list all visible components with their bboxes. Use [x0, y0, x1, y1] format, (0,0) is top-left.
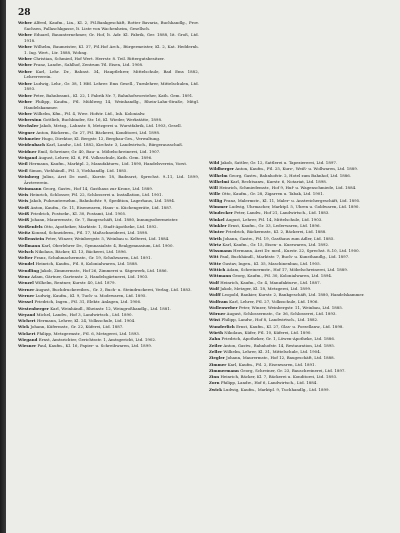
directory-entry — [18, 299, 199, 305]
entry-details: August, Schlossermstr., Gr. 36, Schlosserei, Ltd. 1893. — [226, 311, 337, 317]
entry-surname: Welter — [18, 255, 33, 261]
directory-entry — [18, 117, 199, 123]
entry-surname: Weber — [18, 68, 33, 74]
entry-details: Wilhelm, Kfm., Ftl. 4, Wwe. Hofstr. Ltd., Inh. Kolonialw. — [33, 110, 146, 116]
directory-entry — [18, 62, 199, 68]
entry-details: Philipp, Landw., Hof 8, Landwirtsch., Ltd. 1882. — [221, 317, 319, 323]
entry-surname: Weber — [18, 20, 33, 25]
entry-surname: Weber — [18, 110, 33, 116]
directory-entry — [209, 299, 390, 305]
directory-entry — [18, 186, 199, 192]
entry-details: Karl, Lehr. Dr., Bahnst. 34, Hauptlehrer, Mittelschule, Bad Ems 1882, Lehrerverein. — [24, 68, 199, 80]
entry-surname: Wenz — [18, 274, 30, 280]
entry-surname: Winkel — [209, 216, 225, 222]
entry-details: Nikolaus, Bäcker, Kl. 13, Bäckerei, Ltd. 1896. — [34, 248, 127, 254]
entry-surname: Witt — [209, 254, 219, 260]
entry-surname: Wendling — [18, 267, 39, 273]
entry-details: Georg, Schreiner, Gr. 23, Bauschreinerei, Ltd. 1897. — [240, 367, 346, 373]
entry-surname: Wilhelm — [209, 172, 228, 178]
entry-surname: Weiß — [18, 217, 30, 223]
entry-details: Johann, Maurermstr., Hof 12, Baugeschäft, Ltd. 1888. — [226, 355, 335, 361]
entry-details: Heinrich, Bäcker, Kl. 7, Bäckerei u. Konditorei, Ltd. 1893. — [220, 374, 338, 380]
directory-entry — [209, 210, 390, 216]
entry-surname: Zorn — [209, 380, 220, 386]
entry-surname: Wörner — [209, 311, 226, 317]
entry-surname: Wolfram — [209, 298, 228, 304]
entry-details: Paul, Buchhändl., Marktstr. 7, Buch- u. Kunsthandlg., Ltd. 1897. — [219, 254, 350, 260]
entry-surname: Wichert — [18, 318, 36, 324]
entry-surname: Weil — [18, 167, 28, 173]
entry-surname: Würth — [209, 330, 223, 336]
entry-details: Eduard, Bauunternehmer, Gr. Hof, lt. Adr. Kl. Fabrik, Ger. 1888, lit. Groß, Ltd. 1918. — [24, 32, 199, 43]
directory-entry — [18, 249, 199, 255]
directory-entry — [209, 204, 390, 210]
entry-details: Jakob, Zimmermstr., Hof 26, Zimmerei u. Sägewerk, Ltd. 1886. — [40, 267, 168, 273]
entry-details: Hermann, Lehrer, Kl. 24, Volksschule, Ltd. 1904. — [36, 318, 136, 324]
entry-surname: Werner — [18, 292, 35, 298]
directory-entry — [209, 380, 390, 386]
directory-entry — [209, 349, 390, 355]
entry-surname: Weißenfels — [18, 223, 43, 229]
directory-entry — [209, 160, 390, 166]
entry-surname: Zwick — [209, 386, 222, 392]
entry-details: Johann, Küfermstr., Gr. 22, Küferei, Ltd. 1887. — [30, 324, 124, 330]
entry-surname: Zimmermann — [209, 367, 239, 373]
directory-entry — [209, 273, 390, 279]
entry-details: Heinrich, Schlosser, Ftl. 22, Schlosserei u. Installation, Ltd. 1901. — [29, 192, 163, 198]
entry-surname: Witte — [209, 260, 222, 266]
entry-details: August, Lehrer, Ftl. 14, Mittelschule, Ltd. 1903. — [225, 216, 323, 222]
directory-entry — [209, 242, 390, 248]
entry-details: Karl, Weinhändl., Rheinstr. 12, Weingroßhandlg., Ltd. 1881. — [50, 305, 172, 311]
entry-surname: Wollenweber — [209, 304, 238, 310]
entry-surname: Weber — [18, 56, 33, 61]
entry-details: Simon, Viehhändl., Ftl. 3, Viehhandlg. Ltd. 1885. — [28, 167, 128, 173]
entry-surname: Wiesner — [18, 343, 37, 349]
entry-surname: Wild — [209, 160, 220, 165]
entry-details: Karl, Rechtsanw., Kurstr. 6, Notariat, Ltd. 1898. — [230, 178, 328, 184]
entry-details: Ernst, Amtsrichter, Gerichtsstr. 1, Amtsgericht, Ltd. 1902. — [38, 336, 157, 342]
entry-surname: Weber — [18, 62, 33, 68]
entry-details: Friedrich, Bäckermstr., Kl. 2, Bäckerei, Ltd. 1888. — [225, 229, 327, 235]
entry-surname: Wissmann — [209, 248, 232, 254]
entry-details: Karl, Kaufm., Gr. 15, Eisen- u. Kurzwaren, Ltd. 1892. — [222, 241, 330, 247]
entry-details: August, Buchdruckereibes., Gr. 3, Buch- u. Steindruckerei, Verlag, Ltd. 1883. — [35, 286, 192, 292]
directory-entry — [209, 198, 390, 204]
entry-details: Konrad, Schneiderm., Ftl. 17, Maßschneiderei, Ltd. 1898. — [31, 229, 149, 235]
entry-details: Johann, Maurermstr., Gr. 7, Baugeschäft, Ltd. 1880, Innungsobermeister. — [30, 217, 179, 223]
directory-entry — [209, 336, 390, 342]
directory-entry — [18, 287, 199, 293]
directory-entry — [209, 317, 390, 323]
page-number: 28 — [18, 8, 31, 18]
directory-entry — [18, 198, 199, 204]
directory-entry — [209, 280, 390, 286]
entry-details: Wilhelm, Lehrer, Kl. 31, Mittelschule, Ltd. 1904. — [223, 348, 321, 354]
entry-surname: Wiegand — [18, 336, 38, 342]
directory-entry — [18, 274, 199, 280]
directory-entry — [209, 305, 390, 311]
entry-surname: Weis — [18, 198, 29, 204]
directory-entry — [18, 56, 199, 62]
entry-surname: Weinmann — [18, 185, 42, 191]
directory-entry — [18, 306, 199, 312]
entry-surname: Weber — [18, 92, 33, 98]
entry-surname: Wille — [209, 191, 221, 197]
directory-entry — [209, 223, 390, 229]
directory-entry — [18, 224, 199, 230]
directory-entry — [18, 155, 199, 161]
entry-details: Gustav, Ingen., Kl. 35, Maschinenbau, Ltd. 1905. — [222, 260, 321, 266]
entry-details: Nikolaus, Küfer, Ftl. 10, Küferei, Ltd. 1890. — [224, 330, 312, 336]
entry-details: Jakob, Metzger, Kl. 18, Metzgerei, Ltd. 1899. — [220, 285, 312, 291]
directory-entry — [18, 69, 199, 80]
directory-entry — [209, 229, 390, 235]
directory-entry — [209, 311, 390, 317]
directory-entry — [18, 149, 199, 155]
entry-surname: Weitz — [18, 229, 31, 235]
directory-entry — [18, 331, 199, 337]
entry-surname: Wildberger — [209, 166, 234, 172]
directory-entry — [18, 93, 199, 99]
directory-entry — [18, 261, 199, 267]
directory-entry — [18, 337, 199, 343]
entry-details: Heinrich, Schmiedemstr., Hof 9, Huf- u. Wagenschmiede, Ltd. 1884. — [219, 185, 357, 191]
entry-details: Wilhelm, Rentner, Kurstr. 40, Ltd. 1879. — [35, 280, 116, 286]
entry-details: Johann, Gastw., Ftl. 19, Gasthaus zum Adler, Ltd. 1885. — [223, 235, 335, 241]
entry-surname: Zeiler — [209, 342, 223, 348]
entry-surname: Zahn — [209, 336, 221, 342]
directory-entry — [209, 173, 390, 179]
entry-details: Karl, Oberlehrer Dr., Gymnasialstr. 4, Realgymnasium, Ltd. 1900. — [41, 242, 174, 248]
entry-surname: Wendel — [18, 261, 35, 267]
directory-entry — [209, 185, 390, 191]
entry-surname: Weyand — [18, 311, 36, 317]
entry-surname: Wolff — [209, 292, 221, 298]
left-column — [18, 20, 199, 528]
directory-entry — [209, 236, 390, 242]
entry-details: Franz, Malermstr., Kl. 11, Maler- u. Anstreichergeschäft, Ltd. 1895. — [223, 197, 361, 203]
entry-details: Gottlieb, Buchbinder, Str. 16, Kl. Wieder, Werkstätte, 1898. — [42, 117, 163, 123]
directory-entry — [209, 362, 390, 368]
entry-details: Adam, Gärtner, Gartenstr. 2, Handelsgärtnerei, Ltd. 1903. — [31, 274, 149, 280]
entry-details: Anton, Bäckerm., Gr. 27, Ftl. Bäckerei, Konditorei, Ltd. 1898. — [36, 129, 161, 135]
directory-entry — [18, 161, 199, 167]
entry-details: Michel, Landw., Hof 3, Landwirtsch., Ltd. 1890. — [36, 311, 133, 317]
directory-entry — [18, 130, 199, 136]
directory-entry — [18, 268, 199, 274]
entry-details: Adam, Schreinermstr., Hof 17, Möbelschreinerei, Ltd. 1889. — [226, 267, 349, 273]
entry-surname: Wolf — [209, 285, 219, 291]
entry-details: Franz, Landw., Sahlhof, Zentrum Ttl. Eisen, Ltd. 1908. — [33, 62, 144, 68]
entry-surname: Wilhelmi — [209, 178, 230, 184]
entry-details: Peter, Landw., Hof 21, Landwirtsch., Ltd. 1883. — [234, 210, 330, 216]
directory-entry — [18, 174, 199, 185]
directory-entry — [18, 32, 199, 43]
directory-entry — [18, 99, 199, 110]
directory-entry — [209, 286, 390, 292]
entry-details: Emil, Schreiner, Gr. 40, Bau- u. Möbelschreinerei, Ltd. 1907. — [37, 148, 161, 154]
entry-surname: Weiß — [18, 211, 30, 217]
entry-surname: Weber — [18, 32, 33, 37]
directory-entry — [18, 324, 199, 330]
entry-surname: Webersinn — [18, 117, 42, 123]
entry-details: Julius, Arzt Dr. med., Kurstr. 18, Badearzt, Sprechst. 9–11, Ltd. 1899, Ärzteverein. — [24, 173, 199, 185]
entry-surname: Windecker — [209, 210, 233, 216]
entry-surname: Weidner — [18, 148, 37, 154]
directory-entry — [209, 292, 390, 298]
entry-surname: Wüst — [209, 317, 221, 323]
entry-surname: Weinberg — [18, 173, 40, 179]
entry-details: Hermann, Kaufm., Marktpl. 2, Manufakturw., Ltd. 1890, Handelsverein, Vorst. — [28, 161, 188, 167]
entry-details: Philipp, Landw., Hof 6, Landwirtsch., Ltd. 1884. — [220, 380, 318, 386]
entry-details: Ernst, Kaufm., Kl. 27, Glas- u. Porzellanw., Ltd. 1898. — [236, 323, 344, 329]
entry-details: Jakob, Sattler, Gr. 12, Sattlerei u. Tapeziererei, Ltd. 1897. — [220, 160, 338, 165]
entry-details: Friedrich, Apotheker, Gr. 1, Löwen-Apotheke, Ltd. 1886. — [221, 336, 336, 342]
entry-surname: Weber — [18, 44, 33, 49]
entry-surname: Wirth — [209, 235, 222, 241]
entry-surname: Wechsler — [18, 123, 39, 129]
entry-surname: Zinn — [209, 374, 220, 380]
entry-surname: Wegner — [18, 129, 35, 135]
entry-details: Christian, Schmied, Hof Wert. Herrstr. 8. Teil. Rittergutsbesitzer. — [33, 56, 165, 61]
entry-details: Georg, Gastw., Bahnhofstr. 2, Hotel zum Bahnhof, Ltd. 1886. — [228, 172, 352, 178]
entry-details: Jakob, Fuhrunternehm., Bahnhofstr. 9, Spedition, Lagerhaus, Ltd. 1894. — [29, 198, 176, 204]
entry-surname: Zeller — [209, 348, 223, 354]
entry-surname: Weis — [18, 192, 29, 198]
entry-surname: Wirtz — [209, 241, 222, 247]
entry-surname: Wick — [18, 324, 30, 330]
directory-entry — [18, 293, 199, 299]
directory-entry — [18, 81, 199, 92]
directory-entry — [18, 111, 199, 117]
entry-surname: Wenzel — [18, 280, 34, 286]
entry-surname: Wessel — [18, 299, 34, 305]
entry-surname: Wellmann — [18, 242, 41, 248]
entry-details: Karl, Landw., Ltd. 1882, Kirchstr. 3, Landwirtsch., Bürgerausschuß. — [46, 142, 184, 148]
entry-details: Hermann, Arzt Dr. med., Kurstr. 22, Sprechst. 8–10, Ltd. 1900. — [233, 248, 360, 254]
directory-entry — [18, 205, 199, 211]
entry-details: Friedrich, Postsekr., Kl. 30, Postamt, Ltd. 1905. — [30, 211, 127, 217]
entry-details: Anton, Kaufm., Gr. 11, Eisenwaren, Haus- u. Küchengeräte, Ltd. 1887. — [30, 204, 173, 210]
entry-details: Heinrich, Kaufm., Gr. 4, Manufakturw., Ltd. 1887. — [220, 279, 321, 285]
directory-entry — [209, 368, 390, 374]
directory-entry — [18, 255, 199, 261]
directory-entry — [18, 136, 199, 142]
page-binding-edge — [0, 0, 6, 533]
directory-entry — [209, 217, 390, 223]
directory-entry — [209, 179, 390, 185]
entry-surname: Wickert — [18, 330, 36, 336]
entry-details: Peter, Winzer, Weinbergstr. 11, Weinbau, Ltd. 1885. — [238, 304, 344, 310]
directory-entry — [18, 312, 199, 318]
entry-details: Ludwig, Lehr., Gr. 38, 1 Hfd. Lehrer. Ems Gesell., Turnlehrer, Mittelschulen, Ltd. 1893. — [24, 80, 199, 92]
directory-entry — [209, 261, 390, 267]
entry-details: Georg, Gastw., Hof 14, Gasthaus zur Krone, Ltd. 1889. — [42, 185, 154, 191]
entry-surname: Wolf — [209, 279, 219, 285]
entry-surname: Wellenstein — [18, 236, 45, 242]
entry-surname: Ziegler — [209, 355, 225, 361]
directory-entry — [18, 243, 199, 249]
directory-entry — [18, 236, 199, 242]
entry-surname: Winkler — [209, 222, 227, 228]
directory-entry — [18, 192, 199, 198]
entry-details: Ludwig, Uhrmacher, Marktpl. 5, Uhren u. Goldwaren, Ltd. 1890. — [229, 204, 360, 210]
entry-details: Ludwig, Kaufm., Kl. 9, Tuch- u. Modewaren, Ltd. 1895. — [35, 292, 147, 298]
directory-entry — [209, 166, 390, 172]
entry-details: Otto, Kaufm., Gr. 28, Zigarren u. Tabak, Ltd. 1901. — [221, 191, 325, 197]
entry-surname: Wimmer — [209, 204, 228, 210]
entry-surname: Westenberger — [18, 305, 49, 311]
directory-entry — [209, 374, 390, 380]
entry-surname: Weber — [18, 80, 33, 86]
entry-details: Otto, Apotheker, Marktstr. 1, Stadt-Apotheke, Ltd. 1892. — [43, 223, 158, 229]
entry-details: Philipp, Kaufm., Ftl. Mühlweg 14, Weinhandlg., Rhein-Lahn-Straße, Mitgl. Handelskammer. — [24, 98, 199, 110]
entry-details: Peter, Winzer, Weinbergstr. 5, Weinbau u. Kelterei, Ltd. 1884. — [45, 236, 170, 242]
entry-details: Georg, Kaufm., Ftl. 30, Kolonialwaren, Ltd. 1894. — [232, 273, 333, 279]
directory-entry — [209, 191, 390, 197]
entry-details: Karl, Kaufm., Ftl. 2, Eisenwaren, Ltd. 1891. — [227, 361, 316, 367]
entry-surname: Weber — [18, 98, 33, 104]
directory-entry — [209, 330, 390, 336]
directory-entry — [209, 324, 390, 330]
directory-entry — [209, 355, 390, 361]
entry-details: Anton, Kaufm., Ftl. 25, Kurz-, Weiß- u. Wollwaren, Ltd. 1889. — [235, 166, 359, 172]
entry-surname: Zimmer — [209, 361, 227, 367]
entry-details: Wilhelm, Baumeister, Kl. 37, Ftl.Hof Arch., Bürgermeister, Kl. 2, Kat. Heddernh. 1. Ing. Wert., Ltr. 1888, Wohng. — [24, 44, 199, 55]
entry-surname: Wittich — [209, 267, 226, 273]
entry-surname: Winter — [209, 229, 225, 235]
directory-entry — [18, 230, 199, 236]
directory-entry — [209, 254, 390, 260]
directory-entry — [18, 20, 199, 31]
directory-entry — [209, 248, 390, 254]
entry-details: Alfred, Kaufm., Lin., Kl. 2, Ftl.Bankgeschäft, Rotter Bavaria, Buchhandlg., Prov. Sachsen, Pallaschkgasse, lt. Liste von Wachenheim, Gesellsch. — [24, 20, 199, 31]
entry-details: Heinrich, Kaufm., Ftl. 8, Kolonialwaren, Ltd. 1888. — [35, 261, 139, 267]
directory-entry — [209, 267, 390, 273]
entry-surname: Will — [209, 185, 218, 191]
directory-entry — [209, 387, 390, 393]
right-column — [209, 20, 390, 528]
directory-entry — [18, 142, 199, 148]
directory-entry — [209, 343, 390, 349]
entry-details: Franz, Schuhmachermstr., Gr. 19, Schuhwaren, Ltd. 1891. — [33, 255, 152, 261]
entry-details: Ernst, Kaufm., Gr. 33, Lederwaren, Ltd. 1896. — [227, 222, 321, 228]
entry-details: August, Lehrer, Kl. 6, Ftl. Volksschule, Kath. Gem. 1896. — [38, 154, 153, 160]
directory-entry — [18, 280, 199, 286]
directory-entry — [18, 217, 199, 223]
entry-details: Hugo, Direktor, Kl. Bergstr. 12, Bergbau-Ges., Verwaltung. — [41, 136, 161, 142]
entry-details: Paul, Kaufm., Kl. 16, Papier- u. Schreibwaren, Ltd. 1899. — [37, 343, 153, 349]
entry-surname: Weidenbach — [18, 142, 45, 148]
entry-surname: Weiß — [18, 204, 30, 210]
column-blank-space — [209, 20, 390, 160]
entry-details: Leopold, Bankier, Kurstr. 2, Bankgeschäft, Ltd. 1880, Handelskammer. — [222, 292, 365, 298]
entry-surname: Werner — [18, 286, 35, 292]
directory-entry — [18, 318, 199, 324]
entry-surname: Wehmeier — [18, 136, 41, 142]
directory-entry — [18, 343, 199, 349]
directory-entry — [18, 211, 199, 217]
entry-surname: Weil — [18, 161, 28, 167]
entry-surname: Weigand — [18, 154, 38, 160]
entry-surname: Wunderlich — [209, 323, 235, 329]
entry-surname: Willig — [209, 197, 223, 203]
entry-surname: Wittmann — [209, 273, 232, 279]
entry-details: Karl, Lehrer, Ftl. 27, Volksschule, Ltd. 1906. — [229, 298, 319, 304]
entry-details: Peter, Bahnbeamt., Kl. 22, 1 Fabrik Nr. 7, Bahnhofsvorsteher, Kath. Gem. 1891. — [33, 92, 194, 98]
entry-details: Ludwig, Kaufm., Marktpl. 9, Tuchhandlg., Ltd. 1899. — [223, 386, 330, 392]
entry-details: Philipp, Metzgermstr., Ftl. 6, Metzgerei, Ltd. 1893. — [36, 330, 141, 336]
text-columns — [18, 20, 390, 528]
entry-details: Anton, Gastw., Bahnhofstr. 14, Restauration, Ltd. 1895. — [223, 342, 336, 348]
entry-surname: Welsch — [18, 248, 34, 254]
entry-details: Jakob, Metzg., Lahnstr. 8, Metzgerei u. Wurstfabrik, Ltd. 1903, Gesell. — [39, 123, 182, 129]
directory-entry — [18, 168, 199, 174]
directory-entry — [18, 44, 199, 55]
directory-entry — [18, 123, 199, 129]
entry-details: Friedrich, Ingen., Ftl. 31, Elektr. Anlagen, Ltd. 1906. — [34, 299, 142, 305]
